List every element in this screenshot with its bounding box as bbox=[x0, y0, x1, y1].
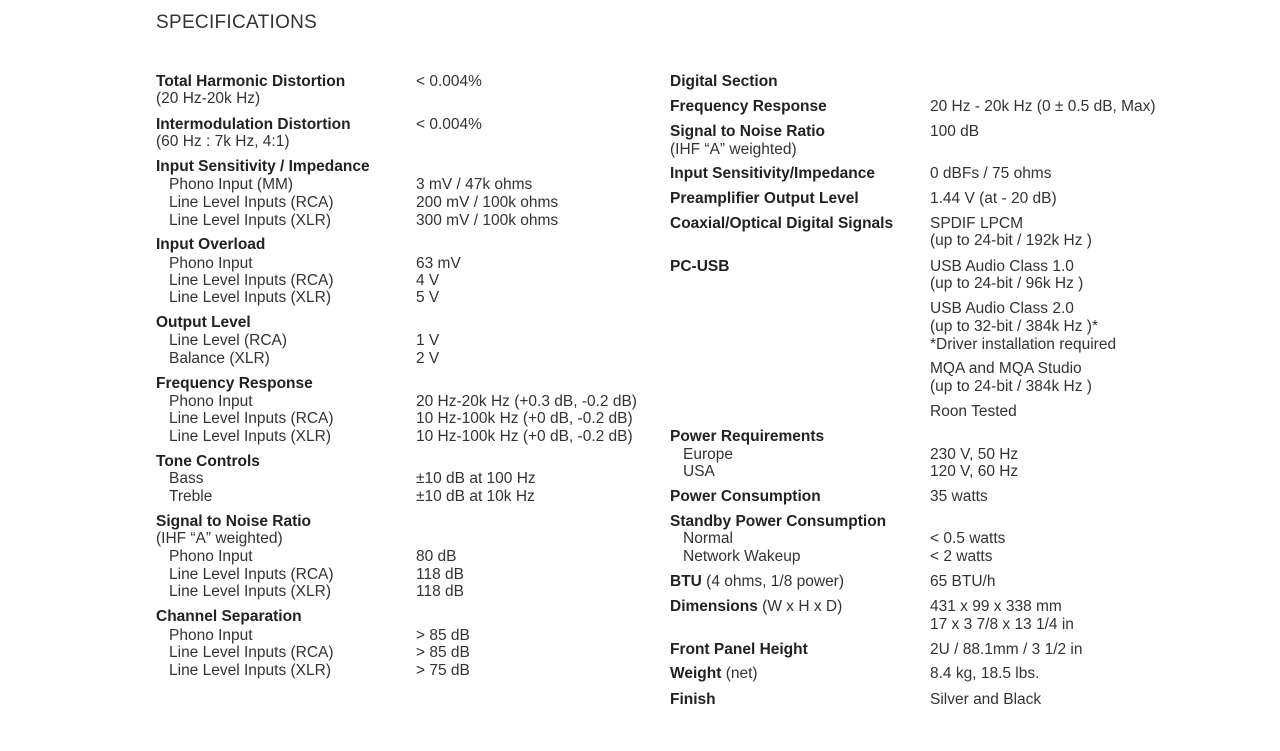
weight-label: Weight bbox=[670, 665, 722, 682]
dig-freq-label: Frequency Response bbox=[670, 98, 827, 115]
power-europe-value: 230 V, 50 Hz bbox=[930, 446, 1019, 463]
sens-row-value: 3 mV / 47k ohms bbox=[416, 176, 533, 193]
snr-row-label: Line Level Inputs (RCA) bbox=[169, 566, 334, 583]
sep-label: Channel Separation bbox=[156, 608, 302, 625]
imd-sub: (60 Hz : 7k Hz, 4:1) bbox=[156, 133, 290, 150]
power-usa-value: 120 V, 60 Hz bbox=[930, 463, 1019, 480]
thd-label: Total Harmonic Distortion bbox=[156, 73, 346, 90]
dig-snr-sub: (IHF “A” weighted) bbox=[670, 141, 797, 158]
page-title: SPECIFICATIONS bbox=[156, 12, 318, 33]
usb-driver-note: *Driver installation required bbox=[930, 336, 1117, 353]
imd-label: Intermodulation Distortion bbox=[156, 116, 351, 133]
sens-row-label: Line Level Inputs (RCA) bbox=[169, 194, 334, 211]
overload-row-value: 5 V bbox=[416, 289, 440, 306]
snr-row-value: 118 dB bbox=[416, 566, 464, 583]
snr-row-label: Phono Input bbox=[169, 548, 253, 565]
usb-class2-detail: (up to 32-bit / 384k Hz )* bbox=[930, 318, 1098, 335]
freq-row-value: 10 Hz-100k Hz (+0 dB, -0.2 dB) bbox=[416, 428, 633, 445]
sep-row-value: > 85 dB bbox=[416, 644, 470, 661]
sep-row-label: Phono Input bbox=[169, 627, 253, 644]
weight-sub: (net) bbox=[725, 665, 758, 682]
freq-row-value: 10 Hz-100k Hz (+0 dB, -0.2 dB) bbox=[416, 410, 633, 427]
standby-normal-value: < 0.5 watts bbox=[930, 530, 1006, 547]
sep-row-value: > 85 dB bbox=[416, 627, 470, 644]
tone-row-value: ±10 dB at 100 Hz bbox=[416, 470, 536, 487]
snr-sub: (IHF “A” weighted) bbox=[156, 530, 283, 547]
dig-snr-label: Signal to Noise Ratio bbox=[670, 123, 826, 140]
sens-label: Input Sensitivity / Impedance bbox=[156, 158, 370, 175]
output-row-value: 2 V bbox=[416, 350, 440, 367]
snr-label: Signal to Noise Ratio bbox=[156, 513, 312, 530]
snr-row-value: 118 dB bbox=[416, 583, 464, 600]
power-req-label: Power Requirements bbox=[670, 428, 825, 445]
tone-label: Tone Controls bbox=[156, 453, 260, 470]
dim-value-mm: 431 x 99 x 338 mm bbox=[930, 598, 1062, 615]
output-row-label: Balance (XLR) bbox=[169, 350, 270, 367]
dim-row bbox=[670, 598, 842, 616]
digital-section-label: Digital Section bbox=[670, 73, 778, 90]
thd-value: < 0.004% bbox=[416, 73, 482, 90]
overload-label: Input Overload bbox=[156, 236, 266, 253]
dig-sens-value: 0 dBFs / 75 ohms bbox=[930, 165, 1052, 182]
freq-label: Frequency Response bbox=[156, 375, 313, 392]
power-europe-label: Europe bbox=[683, 446, 733, 463]
power-usa-label: USA bbox=[683, 463, 715, 480]
dig-snr-value: 100 dB bbox=[930, 123, 980, 140]
tone-row-label: Bass bbox=[169, 470, 204, 487]
usb-roon: Roon Tested bbox=[930, 403, 1017, 420]
sens-row-label: Phono Input (MM) bbox=[169, 176, 294, 193]
snr-row-value: 80 dB bbox=[416, 548, 457, 565]
dig-freq-value: 20 Hz - 20k Hz (0 ± 0.5 dB, Max) bbox=[930, 98, 1156, 115]
coax-value-2: (up to 24-bit / 192k Hz ) bbox=[930, 232, 1092, 249]
btu-row bbox=[670, 573, 844, 591]
usb-class1-detail: (up to 24-bit / 96k Hz ) bbox=[930, 275, 1084, 292]
sens-row-label: Line Level Inputs (XLR) bbox=[169, 212, 331, 229]
btu-label: BTU bbox=[670, 573, 702, 590]
standby-label: Standby Power Consumption bbox=[670, 513, 887, 530]
standby-wakeup-label: Network Wakeup bbox=[683, 548, 801, 565]
output-row-value: 1 V bbox=[416, 332, 440, 349]
pre-value: 1.44 V (at - 20 dB) bbox=[930, 190, 1057, 207]
imd-value: < 0.004% bbox=[416, 116, 482, 133]
sens-row-value: 300 mV / 100k ohms bbox=[416, 212, 559, 229]
sens-row-value: 200 mV / 100k ohms bbox=[416, 194, 559, 211]
usb-class1: USB Audio Class 1.0 bbox=[930, 258, 1074, 275]
output-row-label: Line Level (RCA) bbox=[169, 332, 288, 349]
tone-row-value: ±10 dB at 10k Hz bbox=[416, 488, 535, 505]
thd-sub: (20 Hz-20k Hz) bbox=[156, 90, 261, 107]
usb-class2: USB Audio Class 2.0 bbox=[930, 300, 1074, 317]
power-cons-value: 35 watts bbox=[930, 488, 988, 505]
btu-sub: (4 ohms, 1/8 power) bbox=[706, 573, 845, 590]
overload-row-value: 63 mV bbox=[416, 255, 461, 272]
sep-row-label: Line Level Inputs (XLR) bbox=[169, 662, 331, 679]
coax-label: Coaxial/Optical Digital Signals bbox=[670, 215, 894, 232]
freq-row-value: 20 Hz-20k Hz (+0.3 dB, -0.2 dB) bbox=[416, 393, 637, 410]
overload-row-label: Line Level Inputs (RCA) bbox=[169, 272, 334, 289]
pre-label: Preamplifier Output Level bbox=[670, 190, 859, 207]
output-label: Output Level bbox=[156, 314, 251, 331]
sep-row-value: > 75 dB bbox=[416, 662, 470, 679]
coax-value-1: SPDIF LPCM bbox=[930, 215, 1024, 232]
overload-row-label: Phono Input bbox=[169, 255, 253, 272]
usb-mqa: MQA and MQA Studio bbox=[930, 360, 1082, 377]
freq-row-label: Phono Input bbox=[169, 393, 253, 410]
finish-label: Finish bbox=[670, 691, 716, 708]
fph-label: Front Panel Height bbox=[670, 641, 808, 658]
freq-row-label: Line Level Inputs (RCA) bbox=[169, 410, 334, 427]
finish-value: Silver and Black bbox=[930, 691, 1042, 708]
standby-wakeup-value: < 2 watts bbox=[930, 548, 993, 565]
freq-row-label: Line Level Inputs (XLR) bbox=[169, 428, 331, 445]
dim-value-in: 17 x 3 7/8 x 13 1/4 in bbox=[930, 616, 1074, 633]
standby-normal-label: Normal bbox=[683, 530, 733, 547]
weight-value: 8.4 kg, 18.5 lbs. bbox=[930, 665, 1040, 682]
dim-sub: (W x H x D) bbox=[762, 598, 843, 615]
dim-label: Dimensions bbox=[670, 598, 758, 615]
usb-label: PC-USB bbox=[670, 258, 730, 275]
power-cons-label: Power Consumption bbox=[670, 488, 821, 505]
overload-row-value: 4 V bbox=[416, 272, 440, 289]
dig-sens-label: Input Sensitivity/Impedance bbox=[670, 165, 875, 182]
overload-row-label: Line Level Inputs (XLR) bbox=[169, 289, 331, 306]
sep-row-label: Line Level Inputs (RCA) bbox=[169, 644, 334, 661]
snr-row-label: Line Level Inputs (XLR) bbox=[169, 583, 331, 600]
weight-row bbox=[670, 665, 758, 683]
fph-value: 2U / 88.1mm / 3 1/2 in bbox=[930, 641, 1083, 658]
btu-value: 65 BTU/h bbox=[930, 573, 996, 590]
usb-mqa-detail: (up to 24-bit / 384k Hz ) bbox=[930, 378, 1092, 395]
tone-row-label: Treble bbox=[169, 488, 213, 505]
